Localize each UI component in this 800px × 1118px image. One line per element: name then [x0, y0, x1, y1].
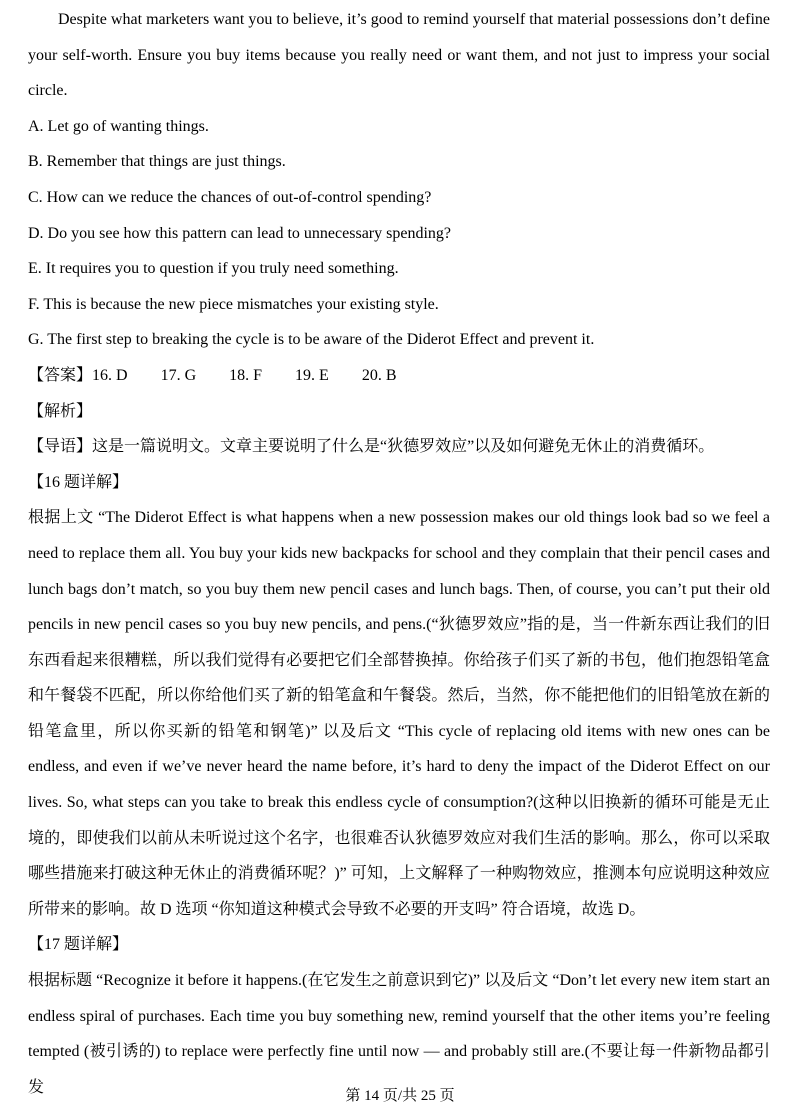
answer-item: 17. G — [160, 366, 197, 384]
answer-line — [28, 358, 770, 394]
lead-text: 这是一篇说明文。文章主要说明了什么是“狄德罗效应”以及如何避免无休止的消费循环。 — [92, 438, 715, 456]
answer-item: 19. E — [295, 366, 329, 384]
analysis-label: 【解析】 — [28, 402, 93, 420]
page-number-footer: 第 14 页/共 25 页 — [345, 1088, 455, 1104]
option-line: D. Do you see how this pattern can lead to unnecessary spending? — [28, 224, 451, 242]
q16-explanation: 根据上文 “The Diderot Effect is what happens when a new possession makes our old things look bad so we feel a need to replace them all. You buy your kids new backpacks for school and they complain that their pencil cases and lunch bags don’t match, so you buy them new pencil cases and lunch bags. Then, of course, you can’t put their old pencils in new pencil cases so you buy new pencils, and pens.(“狄德罗效应”指的是，当一件新东西让我们的旧东西看起来很糟糕，所以我们觉得有必要把它们全部替换掉。你给孩子们买了新的书包，他们抱怨铅笔盒和午餐袋不匹配，所以你给他们买了新的铅笔盒和午餐袋。然后，当然，你不能把他们的旧铅笔放在新的铅笔盒里，所以你买新的铅笔和钢笔)” 以及后文 “This cycle of replacing old items with new ones can be endless, and even if we’ve never heard the name before, it’s hard to deny the impact of the Diderot Effect on our lives. So, what steps can you take to break this endless cycle of consumption?(这种以旧换新的循环可能是无止境的，即使我们以前从未听说过这个名字，也很难否认狄德罗效应对我们生活的影响。那么，你可以采取哪些措施来打破这种无休止的消费循环呢？)” 可知，上文解释了一种购物效应，推测本句应说明这种效应所带来的影响。故 D 选项 “你知道这种模式会导致不必要的开支吗” 符合语境，故选 D。 — [28, 509, 770, 918]
lead-paragraph — [28, 429, 770, 465]
answer-item: 18. F — [229, 366, 263, 384]
option-line: C. How can we reduce the chances of out-of-control spending? — [28, 188, 432, 206]
option-line: F. This is because the new piece mismatches your existing style. — [28, 295, 439, 313]
option-line: G. The first step to breaking the cycle is to be aware of the Diderot Effect and prevent it. — [28, 331, 595, 349]
answer-label: 【答案】 — [28, 366, 93, 384]
q17-heading: 【17 题详解】 — [28, 936, 129, 954]
option-line: B. Remember that things are just things. — [28, 153, 286, 171]
option-line: E. It requires you to question if you truly need something. — [28, 260, 399, 278]
lead-label: 【导语】 — [28, 438, 93, 456]
options-list — [28, 109, 770, 358]
answer-item: 16. D — [92, 366, 128, 384]
q17-explanation: 根据标题 “Recognize it before it happens.(在它发生之前意识到它)” 以及后文 “Don’t let every new item start an endless spiral of purchases. Each time you buy something new, remind yourself that the other items you’re feeling tempted (被引诱的) to replace were perfectly fine until now — and probably still are.(不要让每一件新物品都引发 — [28, 972, 770, 1096]
answer-item: 20. B — [361, 366, 397, 384]
intro-paragraph: Despite what marketers want you to believe, it’s good to remind yourself that material possessions don’t define your self-worth. Ensure you buy items because you really need or want them, and not just to impress your social circle. — [28, 11, 770, 100]
option-line: A. Let go of wanting things. — [28, 117, 209, 135]
answer-items — [92, 367, 396, 384]
q16-heading: 【16 题详解】 — [28, 473, 129, 491]
